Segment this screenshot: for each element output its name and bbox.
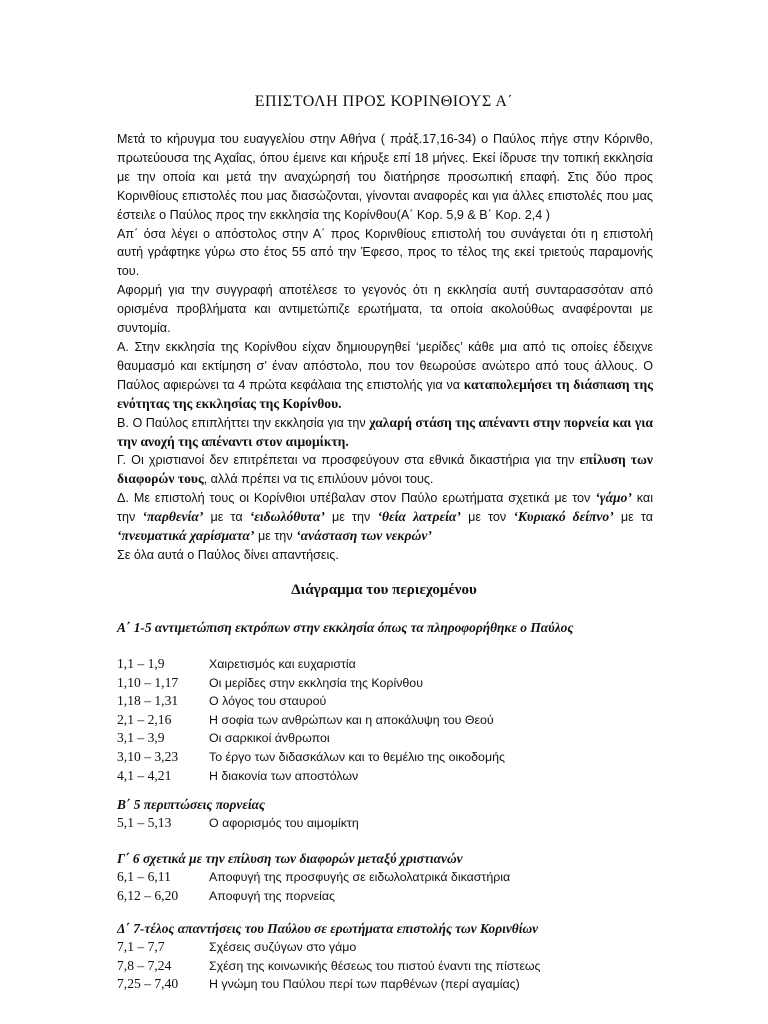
topic-parthenia: ‘παρθενία’ <box>142 509 204 525</box>
section-g-heading: Γ΄ 6 σχετικά με την επίλυση των διαφορών μεταξύ χριστιανών <box>117 851 463 866</box>
section-d-rows <box>117 938 657 994</box>
topic-kyriako-deipno: ‘Κυριακό δείπνο’ <box>513 509 614 525</box>
table-row <box>117 655 657 674</box>
table-row <box>117 938 657 957</box>
row-desc: Η γνώμη του Παύλου περί των παρθένων (περί αγαμίας) <box>209 977 520 992</box>
point-g-text: Γ. Οι χριστιανοί δεν επιτρέπεται να προσφεύγουν στα εθνικά δικαστήρια για την <box>117 453 575 468</box>
row-desc: Ο λόγος του σταυρού <box>209 694 327 709</box>
section-g-rows <box>117 868 657 905</box>
row-ref: 4,1 – 4,21 <box>117 767 172 783</box>
row-ref: 3,1 – 3,9 <box>117 730 165 746</box>
table-row <box>117 692 657 711</box>
row-desc: Η σοφία των ανθρώπων και η αποκάλυψη του Θεού <box>209 712 494 727</box>
row-desc: Το έργο των διδασκάλων και το θεμέλιο της οικοδομής <box>209 749 505 764</box>
topic-eidolothyta: ‘ειδωλόθυτα’ <box>249 509 325 525</box>
point-d-sep-5: με τα <box>613 510 653 525</box>
topic-gamos: ‘γάμο’ <box>595 490 632 506</box>
table-row <box>117 674 657 693</box>
intro-paragraph-1: Μετά το κήρυγμα του ευαγγελίου στην Αθήνα ( πράξ.17,16-34) ο Παύλος πήγε στην Κόρινθο, πρωτεύουσα της Αχαΐας, όπου έμεινε και κήρυξε επί 18 μήνες. Εκεί ίδρυσε την τοπική εκκλησία με την οποία και μετά την αναχώρησή του διατήρησε προσωπική επαφή. Στις δύο προς Κορινθίους επιστολές που μας διασώζονται, γίνονται αναφορές και για άλλες επιστολές που μας έστειλε ο Παύλος προς την εκκλησία της Κορίνθου(Α΄ Κορ. 5,9 & Β΄ Κορ. 2,4 ) <box>117 132 653 222</box>
section-b-rows <box>117 814 657 833</box>
point-d-text: Δ. Με επιστολή τους οι Κορίνθιοι υπέβαλαν στον Παύλο ερωτήματα σχετικά με τον <box>117 491 591 506</box>
row-desc: Σχέσεις συζύγων στο γάμο <box>209 940 357 954</box>
intro-closing: Σε όλα αυτά ο Παύλος δίνει απαντήσεις. <box>117 547 339 562</box>
row-ref: 3,10 – 3,23 <box>117 748 179 764</box>
point-b-text: Β. Ο Παύλος επιπλήττει την εκκλησία για την <box>117 415 366 430</box>
row-desc: Αποφυγή της πορνείας <box>209 888 335 903</box>
table-row <box>117 887 657 906</box>
topic-anastasi: ‘ανάσταση των νεκρών’ <box>296 528 432 544</box>
point-d-sep-6: με την <box>254 529 297 544</box>
point-d-sep-2: με τα <box>203 510 250 525</box>
row-desc: Οι σαρκικοί άνθρωποι <box>209 731 330 746</box>
table-row <box>117 957 657 976</box>
row-ref: 5,1 – 5,13 <box>117 815 172 830</box>
table-row <box>117 767 657 786</box>
row-ref: 1,1 – 1,9 <box>117 656 165 671</box>
point-d <box>117 489 653 546</box>
table-row <box>117 729 657 748</box>
point-a-bold: καταπολεμήσει τη διάσπαση της ενότητας της εκκλησίας της Κορίνθου. <box>117 376 654 411</box>
section-d-heading: Δ΄ 7-τέλος απαντήσεις του Παύλου σε ερωτήματα επιστολής των Κορινθίων <box>117 921 539 936</box>
row-ref: 6,1 – 6,11 <box>117 869 171 884</box>
row-ref: 7,8 – 7,24 <box>117 957 172 973</box>
point-a-text: Α. Στην εκκλησία της Κορίνθου είχαν δημιουργηθεί ‘μερίδες’ κάθε μια από τις οποίες έδειχνε θαυμασμό και εκτίμηση σ’ έναν απόστολο, που τον θεωρούσε ανώτερο από τους άλλους. Ο Παύλος αφιερώνει τα 4 πρώτα κεφάλαια της επιστολής για να <box>117 339 653 392</box>
point-b <box>117 414 653 452</box>
row-ref: 1,18 – 1,31 <box>117 693 179 709</box>
document-title: ΕΠΙΣΤΟΛΗ ΠΡΟΣ ΚΟΡΙΝΘΙΟΥΣ Α΄ <box>254 93 514 110</box>
section-a-heading: Α΄ 1-5 αντιμετώπιση εκτρόπων στην εκκλησία όπως τα πληροφορήθηκε ο Παύλος <box>117 620 574 635</box>
row-desc: Ο αφορισμός του αιμομίκτη <box>209 816 359 830</box>
point-d-sep-1: και την <box>117 491 654 525</box>
table-row <box>117 975 657 994</box>
point-g-bold: επίλυση των διαφορών τους <box>117 452 653 487</box>
intro-paragraph-2: Απ΄ όσα λέγει ο απόστολος στην Α΄ προς Κορινθίους επιστολή του συνάγεται ότι η επιστολή αυτή γράφτηκε γύρω στο έτος 55 από την Έφεσο, προς το τέλος της εκεί τριετούς παραμονής του. <box>117 226 653 279</box>
point-g-tail: , αλλά πρέπει να τις επιλύουν μόνοι τους. <box>203 472 434 487</box>
point-a <box>117 338 653 414</box>
row-ref: 7,1 – 7,7 <box>117 939 165 954</box>
row-desc: Οι μερίδες στην εκκλησία της Κορίνθου <box>209 675 423 690</box>
point-d-sep-4: με τον <box>460 510 514 525</box>
table-row <box>117 748 657 767</box>
point-b-bold: χαλαρή στάση της απέναντι στην πορνεία και για την ανοχή της απέναντι στον αιμομίκτη. <box>117 414 654 449</box>
table-row <box>117 814 657 833</box>
row-ref: 2,1 – 2,16 <box>117 711 172 727</box>
row-desc: Σχέση της κοινωνικής θέσεως του πιστού έναντι της πίστεως <box>209 958 541 973</box>
intro-paragraph-3: Αφορμή για την συγγραφή αποτέλεσε το γεγονός ότι η εκκλησία αυτή συνταρασσόταν από ορισμένα προβλήματα και αντιμετώπιζε ερωτήματα, τα οποία ακολούθως αναφέρονται με συντομία. <box>117 283 653 336</box>
row-ref: 1,10 – 1,17 <box>117 674 179 690</box>
point-d-sep-3: με την <box>324 510 378 525</box>
content-outline-title: Διάγραμμα του περιεχομένου <box>291 582 477 598</box>
point-g <box>117 451 653 489</box>
row-ref: 7,25 – 7,40 <box>117 976 179 992</box>
row-desc: Η διακονία των αποστόλων <box>209 768 359 783</box>
table-row <box>117 868 657 887</box>
row-ref: 6,12 – 6,20 <box>117 887 179 903</box>
row-desc: Χαιρετισμός και ευχαριστία <box>209 657 356 671</box>
section-b-heading: Β΄ 5 περιπτώσεις πορνείας <box>117 797 265 812</box>
table-row <box>117 711 657 730</box>
row-desc: Αποφυγή της προσφυγής σε ειδωλολατρικά δικαστήρια <box>209 870 511 884</box>
section-a-rows <box>117 655 657 785</box>
topic-charismata: ‘πνευματικά χαρίσματα’ <box>117 528 255 544</box>
topic-latreia: ‘θεία λατρεία’ <box>377 509 461 525</box>
intro-body <box>117 130 653 565</box>
